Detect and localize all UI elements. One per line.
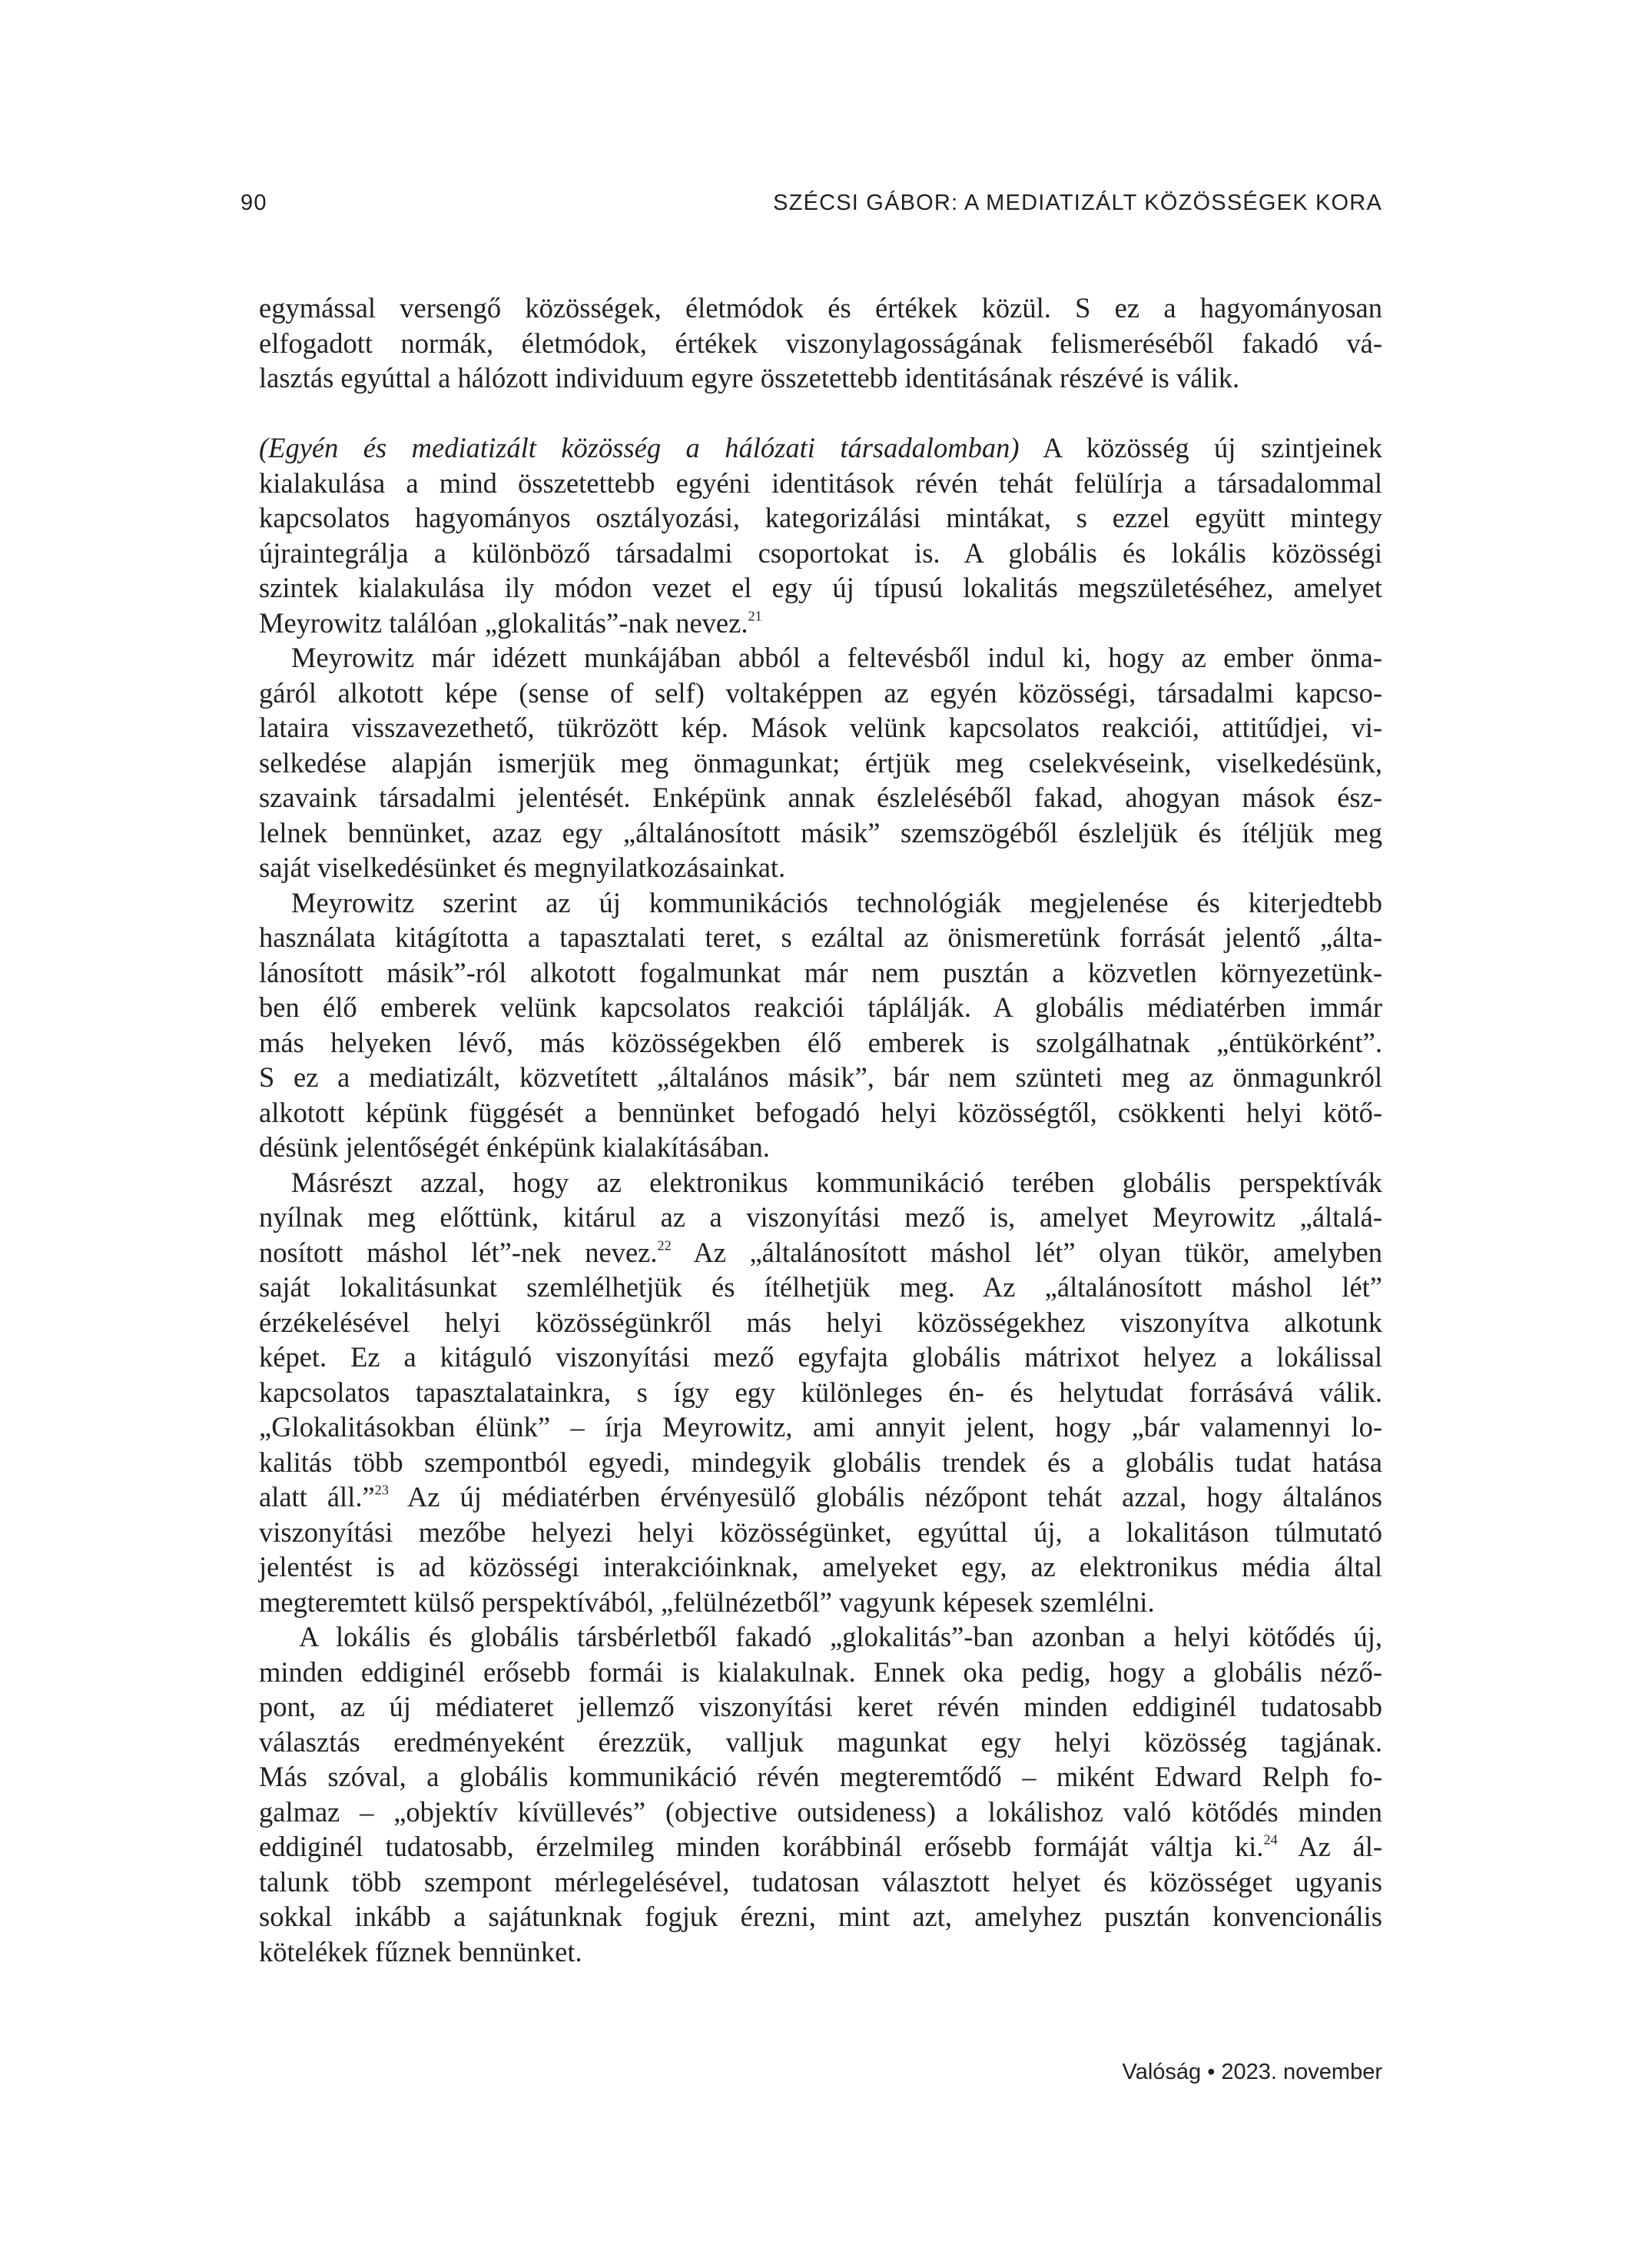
text-run: elfogadott normák, életmódok, értékek viszonylagosságának felismeréséből fakadó vá- [259,327,1382,359]
text-run: sokkal inkább a sajátunknak fogjuk érezni, mint azt, amelyhez pusztán konvencionális [259,1901,1382,1932]
text-line [259,1375,1382,1410]
text-run: Meyrowitz már idézett munkájában abból a feltevésből indul ki, hogy az ember önma- [291,642,1382,673]
text-line [259,466,1382,501]
text-run: selkedése alapján ismerjük meg önmagunkat; értjük meg cselekvéseink, viselkedésünk, [259,746,1382,779]
text-run: Az „általánosított máshol lét” olyan tükör, amelyben [671,1236,1382,1268]
paragraph [259,640,1382,885]
text-run: saját lokalitásunkat szemlélhetjük és ítélhetjük meg. Az „általánosított máshol lét” [259,1271,1382,1303]
text-run: nyílnak meg előttünk, kitárul az a viszonyítási mező is, amelyet Meyrowitz „általá- [259,1201,1382,1233]
text-run: kapcsolatos tapasztalatainkra, s így egy különleges én- és helytudat forrásává válik. [259,1376,1382,1408]
text-run: jelentést is ad közösségi interakcióinknak, amelyeket egy, az elektronikus média által [259,1551,1382,1582]
text-run: „Glokalitásokban élünk” – írja Meyrowitz, ami annyit jelent, hogy „bár valamennyi lo- [259,1411,1382,1443]
text-run: megteremtett külső perspektívából, „felülnézetből” vagyunk képesek szemlélni. [259,1586,1155,1618]
running-head [240,191,1382,221]
running-title: SZÉCSI GÁBOR: A MEDIATIZÁLT KÖZÖSSÉGEK KORA [773,191,1382,215]
text-run: Az ál- [1277,1831,1382,1862]
text-line [259,1270,1382,1305]
text-line [259,780,1382,815]
text-line [259,1585,1382,1620]
text-line [259,1165,1382,1200]
text-run: lasztás egyúttal a hálózott individuum egyre összetettebb identitásának részévé is válik. [259,362,1240,393]
text-run: Más szóval, a globális kommunikáció révén megteremtődő – miként Edward Relph fo- [259,1761,1382,1792]
text-run: újraintegrálja a különböző társadalmi csoportokat is. A globális és lokális közösségi [259,536,1382,569]
text-run: viszonyítási mezőbe helyezi helyi közösségünket, egyúttal új, a lokalitáson túlmutató [259,1516,1382,1548]
text-line [259,1725,1382,1760]
text-run: lelnek bennünket, azaz egy „általánosított másik” szemszögéből észleljük és ítéljük meg [259,816,1382,848]
text-line [259,1759,1382,1795]
text-line [259,1095,1382,1131]
text-line [259,1200,1382,1235]
text-run: Meyrowitz szerint az új kommunikációs technológiák megjelenése és kiterjedtebb [291,886,1382,918]
text-line [259,1829,1382,1865]
text-run: eddiginél tudatosabb, érzelmileg minden korábbinál erősebb formáját váltja ki. [259,1831,1264,1862]
text-line [259,1445,1382,1480]
text-line [259,1795,1382,1830]
text-line [259,500,1382,536]
text-run: pont, az új médiateret jellemző viszonyítási keret révén minden eddiginél tudatosabb [259,1691,1382,1722]
article-body [259,291,1382,1969]
text-run: választás eredményeként érezzük, valljuk magunkat egy helyi közösség tagjának. [259,1725,1382,1758]
text-run: S ez a mediatizált, közvetített „általános másik”, bár nem szünteti meg az önmagunkról [259,1061,1382,1093]
text-run: egymással versengő közösségek, életmódok és értékek közül. S ez a hagyományosan [259,292,1382,324]
text-run: Az új médiatérben érvényesülő globális nézőpont tehát azzal, hogy általános [388,1481,1382,1513]
text-line [259,1025,1382,1061]
text-line [259,1340,1382,1375]
text-line [259,676,1382,711]
text-line [259,606,1382,641]
paragraph [259,1165,1382,1620]
text-line [259,1235,1382,1270]
text-line [259,1410,1382,1445]
footnote-ref[interactable]: 22 [657,1237,672,1253]
text-run: Meyrowitz találóan „glokalitás”-nak nevez. [259,606,748,639]
text-run: talunk több szempont mérlegelésével, tudatosan választott helyet és közösséget ugyanis [259,1865,1382,1898]
text-run: gáról alkotott képe (sense of self) voltaképpen az egyén közösségi, társadalmi kapcso- [259,676,1382,709]
text-line [259,885,1382,921]
text-run: kapcsolatos hagyományos osztályozási, kategorizálási mintákat, s ezzel együtt mintegy [259,502,1382,533]
text-line [259,430,1382,466]
text-run: használata kitágította a tapasztalati teret, s ezáltal az önismeretünk forrását jelentő „álta- [259,921,1382,953]
text-run: lataira visszavezethető, tükrözött kép. Mások velünk kapcsolatos reakciói, attitűdjei, vi- [259,712,1382,743]
text-line [259,710,1382,745]
page-number: 90 [240,191,267,215]
text-line [259,326,1382,361]
text-line [259,1515,1382,1550]
text-run: galmaz – „objektív kívüllevés” (objective outsideness) a lokálishoz való kötődés minden [259,1795,1382,1828]
text-run: minden eddiginél erősebb formái is kialakulnak. Ennek oka pedig, hogy a globális néző- [259,1655,1382,1688]
text-line [259,920,1382,955]
text-line [259,1619,1382,1655]
text-line [259,536,1382,571]
text-line [259,1865,1382,1900]
text-line [259,815,1382,851]
text-run: szintek kialakulása ily módon vezet el egy új típusú lokalitás megszületéséhez, amelyet [259,572,1382,603]
footnote-ref[interactable]: 21 [748,608,762,623]
text-line [259,955,1382,991]
paragraph [259,430,1382,640]
text-line [259,850,1382,885]
text-run: désünk jelentőségét énképünk kialakításában. [259,1131,770,1163]
text-line [259,1655,1382,1690]
text-run: érzékelésével helyi közösségünkről más helyi közösségekhez viszonyítva alkotunk [259,1306,1382,1338]
text-run: képet. Ez a kitáguló viszonyítási mező egyfajta globális mátrixot helyez a lokálissal [259,1341,1382,1373]
paragraph [259,291,1382,396]
text-run: más helyeken lévő, más közösségekben élő emberek is szolgálhatnak „éntükörként”. [259,1026,1382,1058]
text-line [259,1305,1382,1340]
text-run: alkotott képünk függését a bennünket befogadó helyi közösségtől, csökkenti helyi kötő- [259,1096,1382,1128]
text-line [259,745,1382,781]
text-run: A közösség új szintjeinek [1019,432,1382,463]
text-line [259,990,1382,1025]
text-line [259,640,1382,676]
paragraph [259,1619,1382,1969]
text-run: Másrészt azzal, hogy az elektronikus kommunikáció terében globális perspektívák [291,1166,1382,1198]
running-footer: Valóság • 2023. november [1122,2060,1382,2084]
italic-lead-in: (Egyén és mediatizált közösség a hálózati társadalomban) [259,432,1020,463]
text-run: lánosított másik”-ról alkotott fogalmunkat már nem pusztán a közvetlen környezetünk- [259,956,1382,988]
text-run: szavaink társadalmi jelentését. Enképünk annak észleléséből fakad, ahogyan mások ész- [259,782,1382,813]
text-line [259,1130,1382,1165]
text-run: ben élő emberek velünk kapcsolatos reakciói táplálják. A globális médiatérben immár [259,991,1382,1023]
text-line [259,360,1382,396]
text-run: nosított máshol lét”-nek nevez. [259,1236,658,1268]
text-run: kötelékek fűznek bennünket. [259,1935,582,1967]
text-run: kialakulása a mind összetettebb egyéni identitások révén tehát felülírja a társadalommal [259,467,1382,499]
text-line [259,1479,1382,1515]
text-line [259,570,1382,606]
footnote-ref[interactable]: 23 [374,1482,389,1498]
paragraph [259,885,1382,1165]
text-line [259,1934,1382,1970]
text-run: A lokális és globális társbérletből fakadó „glokalitás”-ban azonban a helyi kötődés új, [299,1621,1382,1652]
text-run: alatt áll.” [259,1481,375,1513]
text-line [259,1689,1382,1725]
text-line [259,1060,1382,1095]
text-line [259,1549,1382,1585]
paragraph-gap [259,396,1382,431]
text-run: saját viselkedésünket és megnyilatkozásainkat. [259,852,786,883]
text-run: kalitás több szempontból egyedi, mindegyik globális trendek és a globális tudat hatása [259,1446,1382,1478]
text-line [259,291,1382,326]
footnote-ref[interactable]: 24 [1263,1831,1278,1848]
text-line [259,1899,1382,1934]
